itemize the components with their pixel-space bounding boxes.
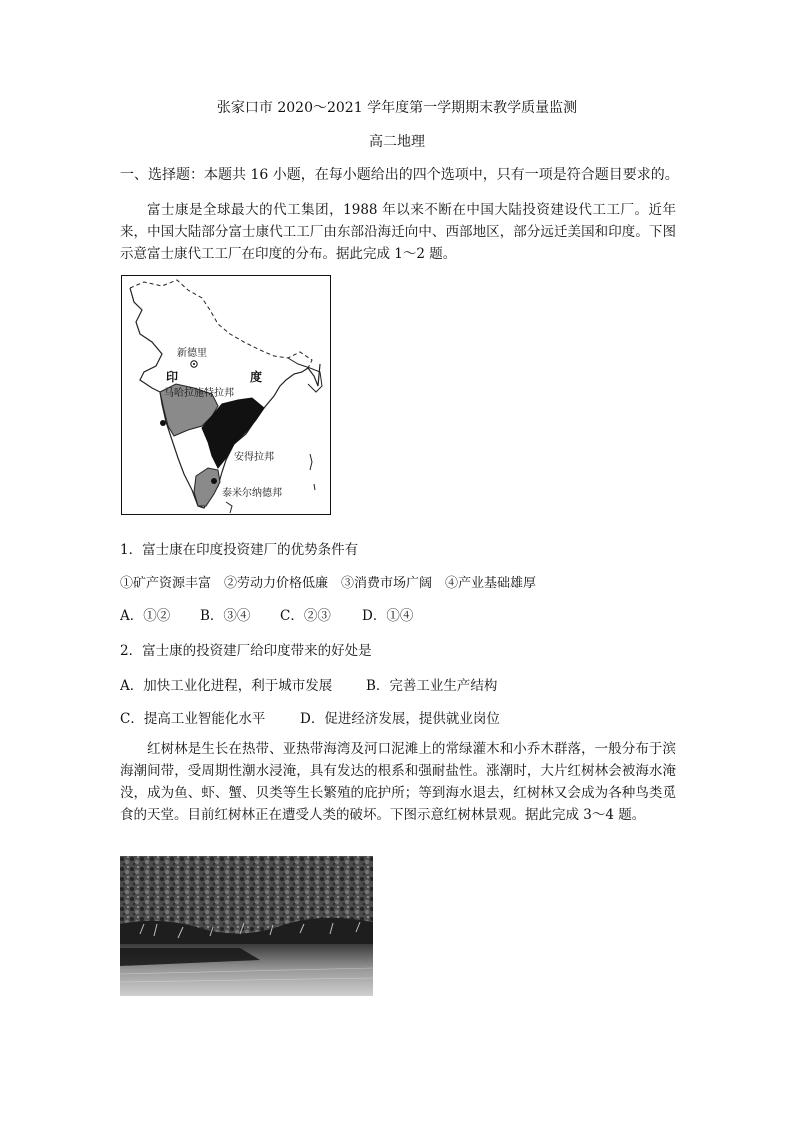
question-1-option-d[interactable]: D．①④ <box>362 608 414 624</box>
passage-foxconn: 富士康是全球最大的代工集团，1988 年以来不断在中国大陆投资建设代工工厂。近年来，中国大陆部分富士康代工工厂由东部沿海迁向中、西部地区，部分远迁美国和印度。下图示意富士康代工工厂在印度的分布。据此完成 1～2 题。 <box>120 202 676 262</box>
question-1-option-c[interactable]: C．②③ <box>280 608 331 624</box>
question-1-stem: 1．富士康在印度投资建厂的优势条件有 <box>120 542 359 558</box>
label-country-right: 度 <box>250 370 263 384</box>
question-1-option-a[interactable]: A．①② <box>120 608 171 624</box>
question-2-option-a[interactable]: A．加快工业化进程，利于城市发展 <box>120 678 333 694</box>
andaman-islands <box>310 454 312 470</box>
state-tamil <box>194 468 220 506</box>
map-border-dashed <box>130 280 312 368</box>
section-heading: 一、选择题：本题共 16 小题，在每小题给出的四个选项中，只有一项是符合题目要求的。 <box>120 167 679 183</box>
label-country-left: 印 <box>166 370 179 384</box>
subject-title: 高二地理 <box>369 134 425 150</box>
sri-lanka <box>226 502 232 513</box>
factory-dot-tamil <box>211 478 217 484</box>
question-2-stem: 2．富士康的投资建厂给印度带来的好处是 <box>120 643 372 659</box>
label-tamil: 泰米尔纳德邦 <box>222 488 282 499</box>
question-1-conditions: ①矿产资源丰富 ②劳动力价格低廉 ③消费市场广阔 ④产业基础雄厚 <box>120 576 537 591</box>
label-maharashtra: 马哈拉施特拉邦 <box>164 388 234 399</box>
question-1-option-b[interactable]: B．③④ <box>200 608 251 624</box>
question-2-options-row-1 <box>120 674 497 694</box>
question-1-options <box>120 604 413 624</box>
mangrove-photo <box>120 856 373 996</box>
india-map <box>121 275 331 515</box>
factory-dot-maharashtra <box>160 420 166 426</box>
question-2-option-b[interactable]: B．完善工业生产结构 <box>366 678 498 694</box>
mangrove-photo-drawing <box>120 856 373 996</box>
exam-title: 张家口市 2020～2021 学年度第一学期期末教学质量监测 <box>216 100 578 116</box>
question-2-option-c[interactable]: C．提高工业智能化水平 <box>120 711 266 727</box>
passage-mangrove: 红树林是生长在热带、亚热带海湾及河口泥滩上的常绿灌木和小乔木群落，一般分布于滨海潮间带，受周期性潮水浸淹，具有发达的根系和强耐盐性。涨潮时，大片红树林会被海水淹没，成为鱼、虾、蟹、贝类等生长繁殖的庇护所；等到海水退去，红树林又会成为各种鸟类觅食的天堂。目前红树林正在遭受人类的破坏。下图示意红树林景观。据此完成 3～4 题。 <box>120 741 676 823</box>
question-2-option-d[interactable]: D．促进经济发展，提供就业岗位 <box>300 711 500 727</box>
question-2-options-row-2 <box>120 707 500 727</box>
label-new-delhi: 新德里 <box>177 348 207 359</box>
label-andhra: 安得拉邦 <box>234 452 274 463</box>
